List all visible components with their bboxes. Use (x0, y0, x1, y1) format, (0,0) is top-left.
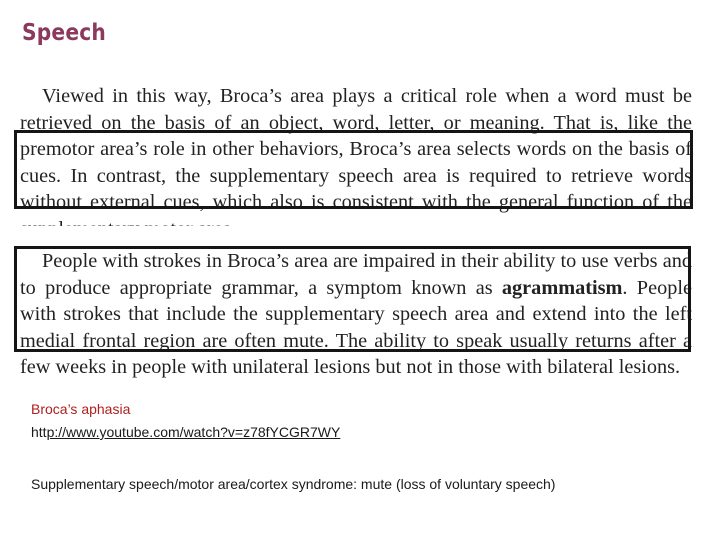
youtube-link-prefix[interactable]: htt (31, 424, 47, 440)
agrammatism-term: agrammatism (501, 276, 623, 299)
slide-title: Speech (22, 20, 106, 46)
youtube-link[interactable] (31, 424, 340, 440)
syndrome-caption: Supplementary speech/motor area/cortex syndrome: mute (loss of voluntary speech) (31, 476, 556, 492)
highlight-box-1 (14, 130, 693, 209)
brocas-aphasia-caption: Broca’s aphasia (31, 401, 131, 417)
excerpt-2-text-after: . People with strokes that include the supplementary speech area and extend into the left medial frontal region are often mute. The ability to speak usually returns after a few weeks in people with unilateral lesions but not in those with bilateral lesions. (20, 276, 692, 379)
highlight-box-2 (14, 246, 691, 352)
excerpt-crop-edge (14, 226, 694, 244)
excerpt-2-text-before: People with strokes in Broca’s area are impaired in their ability to use verbs and to produce appropriate grammar, a symptom known as (20, 250, 692, 299)
youtube-link-underlined[interactable]: p://www.youtube.com/watch?v=z78fYCGR7WY (46, 424, 341, 440)
excerpt-1-paragraph: Viewed in this way, Broca’s area plays a critical role when a word must be retrieved on the basis of an object, word, letter, or meaning. That is, like the premotor area’s role in other behaviors, Broca’s area selects words on the basis of cues. In contrast, the supplementary speech area is required to retrieve words without external cues, which also is consistent with the general function of the (20, 85, 692, 214)
